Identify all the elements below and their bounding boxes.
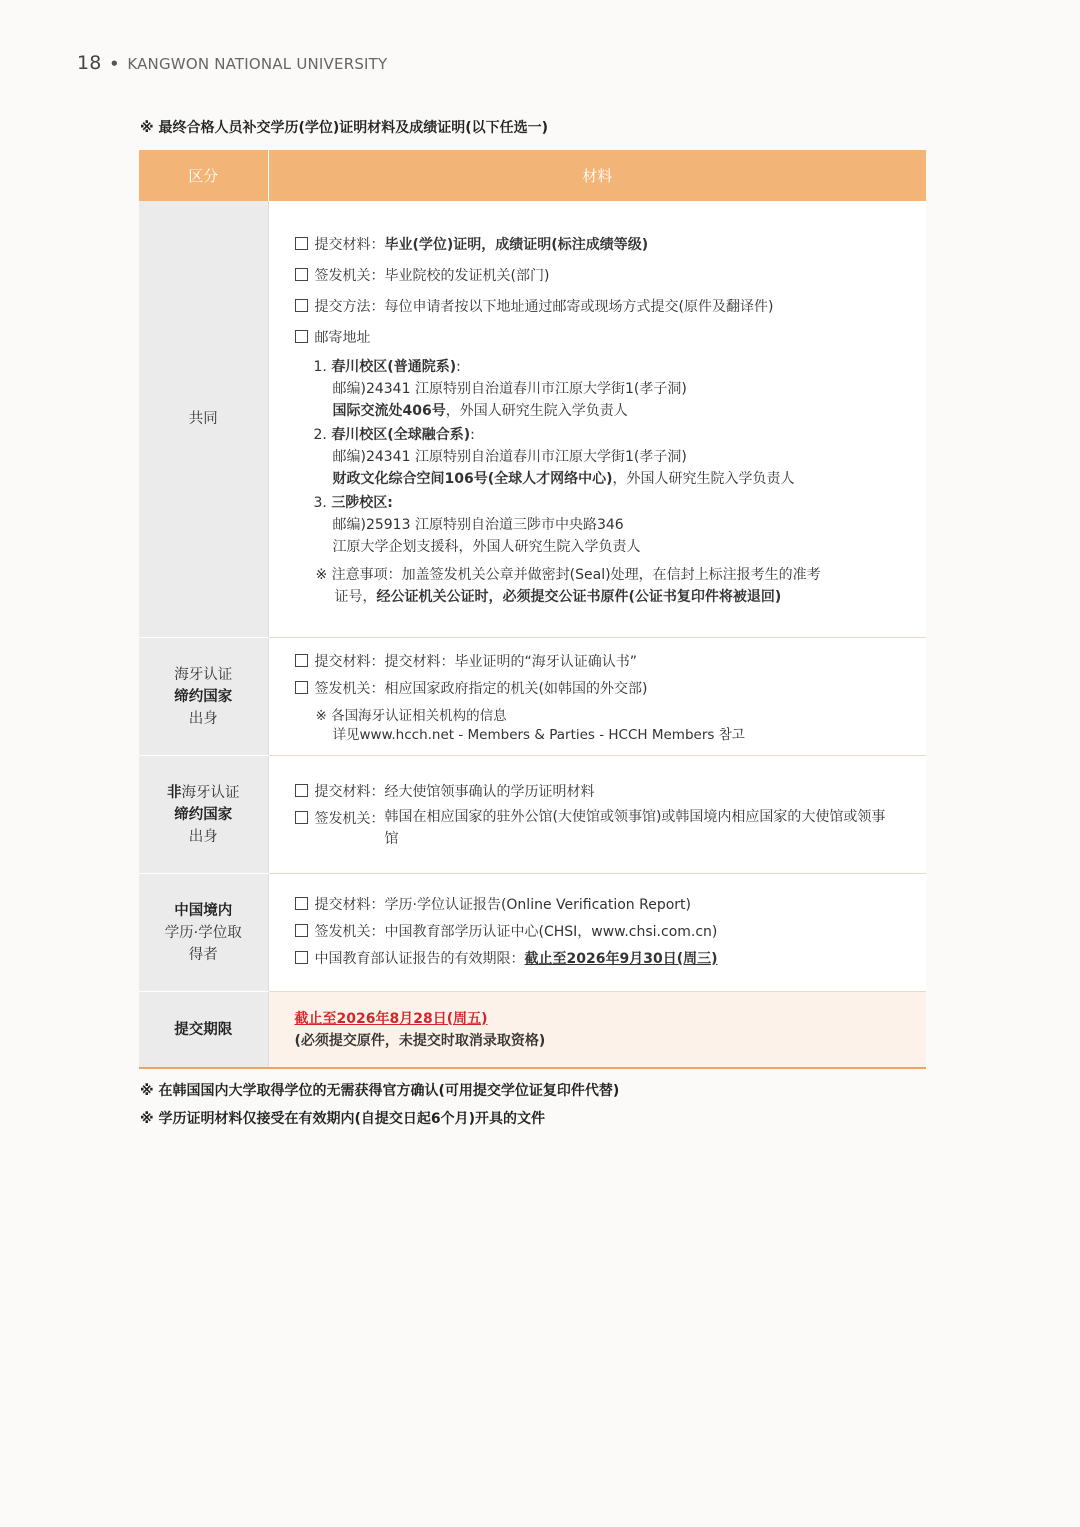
checkbox-icon <box>295 897 308 910</box>
deadline-date: 截止至2026年8月28日(周五) <box>294 1010 488 1027</box>
university-name: KANGWON NATIONAL UNIVERSITY <box>127 55 388 73</box>
category-deadline: 提交期限 <box>139 992 268 1069</box>
table-row-deadline <box>139 992 926 1069</box>
materials-deadline <box>268 992 926 1069</box>
checkbox-icon <box>295 237 308 250</box>
checkbox-icon <box>295 654 308 667</box>
common-submit-materials: 提交材料：毕业(学位)证明，成绩证明(标注成绩等级) <box>295 230 927 261</box>
category-china: 中国境内 学历·学位取 得者 <box>139 874 268 992</box>
address-list <box>295 356 927 558</box>
hague-info-note: ※ 各国海牙认证相关机构的信息 详见www.hcch.net - Members & Parties - HCCH Members 참고 <box>315 707 745 743</box>
china-issuer: 签发机关：中国教育部学历认证中心(CHSI，www.chsi.com.cn) <box>295 919 927 946</box>
common-mailing-address-label: 邮寄地址 <box>295 323 927 354</box>
checkbox-icon <box>295 681 308 694</box>
materials-table <box>139 150 926 1069</box>
checkbox-icon <box>295 299 308 312</box>
address-item-chuncheon-general: 1. 春川校区(普通院系): 邮编)24341 江原特别自治道春川市江原大学街1(孝子洞) 国际交流处406号，外国人研究生院入学负责人 <box>313 359 687 419</box>
notice-title: ※ 最终合格人员补交学历(学位)证明材料及成绩证明(以下任选一) <box>140 120 549 136</box>
checkbox-icon <box>295 924 308 937</box>
column-header-materials: 材料 <box>268 150 926 201</box>
footnote-validity-period: ※ 学历证明材料仅接受在有效期内(自提交日起6个月)开具的文件 <box>140 1111 546 1127</box>
table-row-non-hague <box>139 756 926 874</box>
checkbox-icon <box>295 268 308 281</box>
china-submit-materials: 提交材料：学历·学位认证报告(Online Verification Report) <box>295 892 927 919</box>
non-hague-submit-materials: 提交材料：经大使馆领事确认的学历证明材料 <box>295 779 927 806</box>
materials-china <box>268 874 926 992</box>
checkbox-icon <box>295 951 308 964</box>
hague-issuer: 签发机关：相应国家政府指定的机关(如韩国的外交部) <box>295 676 927 703</box>
table-row-china <box>139 874 926 992</box>
table-row-hague <box>139 638 926 756</box>
category-common: 共同 <box>139 201 268 638</box>
non-hague-issuer: 签发机关：韩国在相应国家的驻外公馆(大使馆或领事馆)或韩国境内相应国家的大使馆或领事馆 <box>295 806 927 850</box>
materials-common <box>268 201 926 638</box>
materials-hague <box>268 638 926 756</box>
checkbox-icon <box>295 811 308 824</box>
page-header <box>77 52 387 74</box>
page-number: 18 <box>77 52 102 74</box>
category-non-hague: 非海牙认证 缔约国家 出身 <box>139 756 268 874</box>
hague-submit-materials: 提交材料：提交材料：毕业证明的“海牙认证确认书” <box>295 649 927 676</box>
category-hague: 海牙认证 缔约国家 出身 <box>139 638 268 756</box>
address-item-samcheok: 3. 三陟校区: 邮编)25913 江原特别自治道三陟市中央路346 江原大学企划支援科，外国人研究生院入学负责人 <box>313 495 641 555</box>
table-header-row <box>139 150 926 201</box>
footnote-domestic-degree: ※ 在韩国国内大学取得学位的无需获得官方确认(可用提交学位证复印件代替) <box>140 1083 620 1099</box>
common-issuer: 签发机关：毕业院校的发证机关(部门) <box>295 261 927 292</box>
address-item-chuncheon-global: 2. 春川校区(全球融合系): 邮编)24341 江原特别自治道春川市江原大学街1(孝子洞) 财政文化综合空间106号(全球人才网络中心)，外国人研究生院入学负责人 <box>313 427 795 487</box>
column-header-category: 区分 <box>139 150 268 201</box>
checkbox-icon <box>295 784 308 797</box>
common-submit-method: 提交方法：每位申请者按以下地址通过邮寄或现场方式提交(原件及翻译件) <box>295 292 927 323</box>
table-row-common <box>139 201 926 638</box>
china-validity: 中国教育部认证报告的有效期限：截止至2026年9月30日(周三) <box>295 946 927 973</box>
deadline-warning: (必须提交原件，未提交时取消录取资格) <box>294 1032 546 1049</box>
checkbox-icon <box>295 330 308 343</box>
header-separator: • <box>109 55 120 73</box>
common-precaution-note: ※ 注意事项：加盖签发机关公章并做密封(Seal)处理，在信封上标注报考生的准考 证号，经公证机关公证时，必须提交公证书原件(公证书复印件将被退回) <box>315 567 821 605</box>
materials-non-hague <box>268 756 926 874</box>
